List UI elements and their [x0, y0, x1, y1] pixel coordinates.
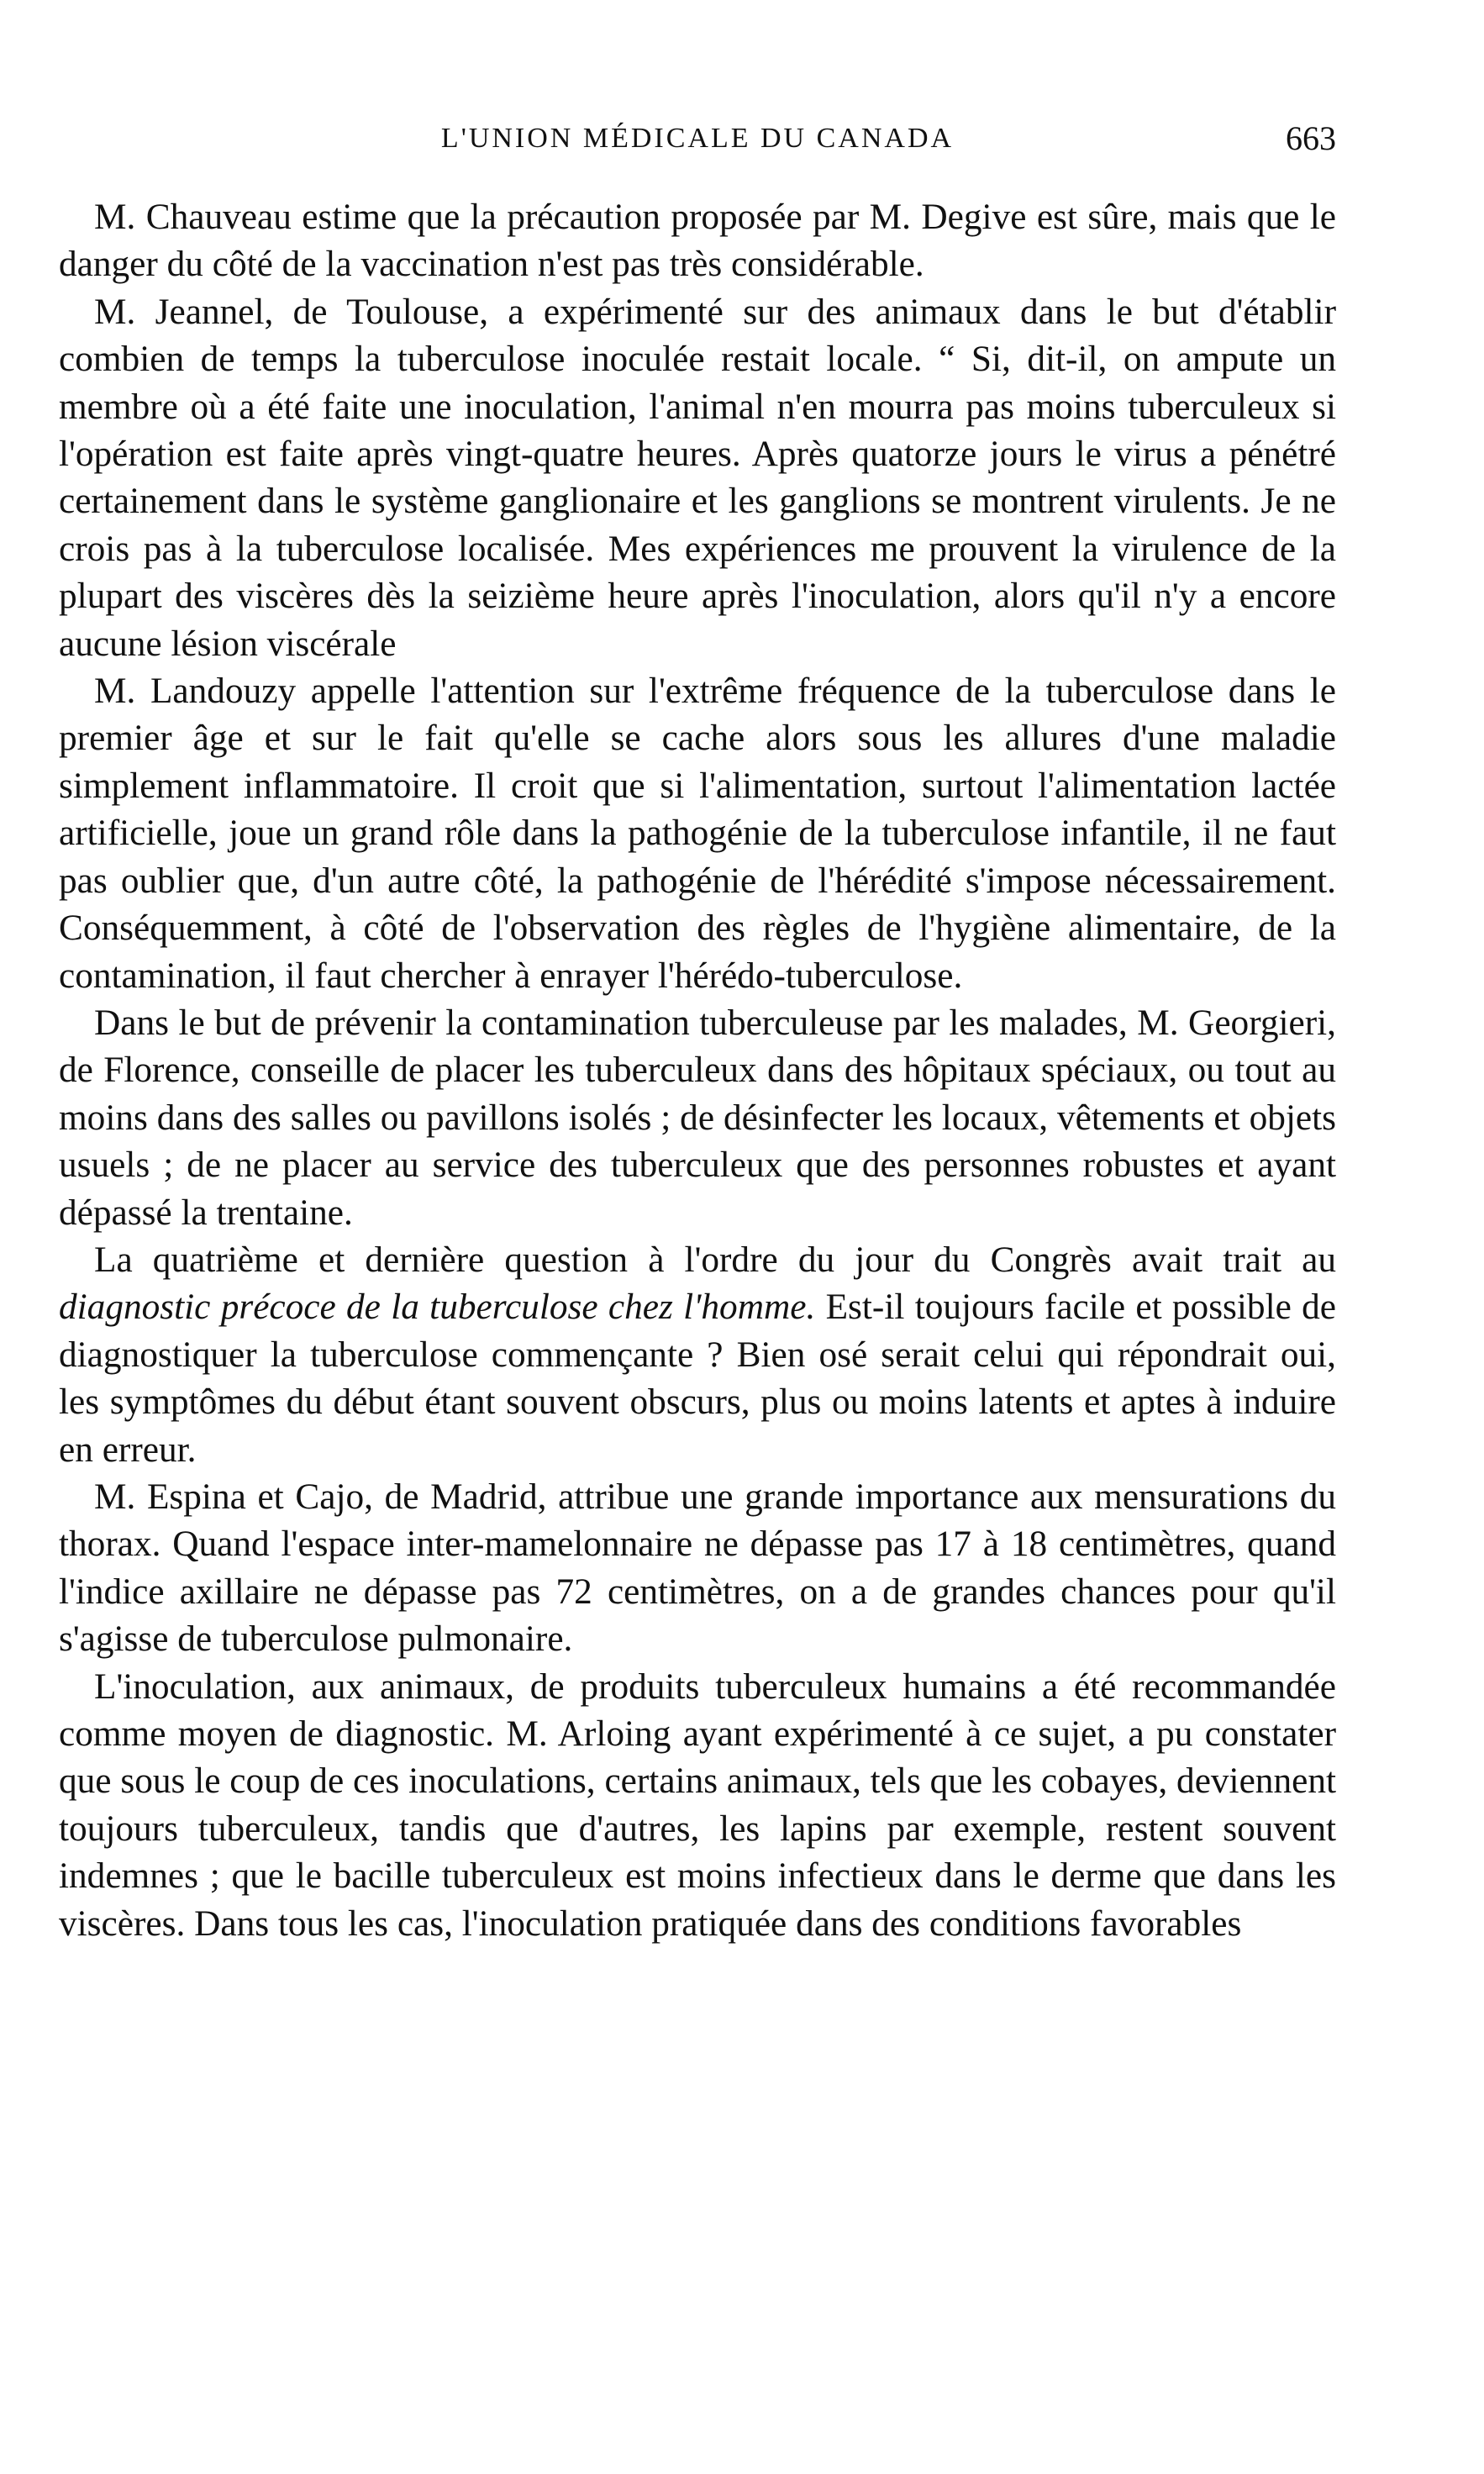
paragraph-diagnostic-lead: La quatrième et dernière question à l'ordre du jour du Congrès avait trait au	[94, 1239, 1336, 1280]
paragraph-georgieri: Dans le but de prévenir la contamination tuberculeuse par les malades, M. Georgieri, de Florence, conseille de placer les tuberculeux dans des hôpitaux spéciaux, ou tout au moins dans des salles ou pavillons isolés ; de désinfecter les locaux, vêtements et objets usuels ; de ne placer au service des tuberculeux que des personnes robustes et ayant dépassé la trentaine.	[59, 1002, 1336, 1233]
body-text	[59, 193, 1336, 1947]
paragraph-diagnostic-rest: Est-il toujours facile et possible de diagnostiquer la tuberculose commençante ? Bien osé serait celui qui répondrait oui, les symptômes du début étant souvent obscurs, plus ou moins latents et aptes à induire en erreur.	[59, 1287, 1336, 1470]
running-head	[59, 118, 1336, 160]
paragraph-landouzy: M. Landouzy appelle l'attention sur l'extrême fréquence de la tuberculose dans le premier âge et sur le fait qu'elle se cache alors sous les allures d'une maladie simplement inflammatoire. Il croit que si l'alimentation, surtout l'alimentation lactée artificielle, joue un grand rôle dans la pathogénie de la tuberculose infantile, il ne faut pas oublier que, d'un autre côté, la pathogénie de l'hérédité s'impose nécessairement. Conséquemment, à côté de l'observation des règles de l'hygiène alimentaire, de la contamination, il faut chercher à enrayer l'hérédo-tuberculose.	[59, 671, 1336, 996]
paragraph-espina: M. Espina et Cajo, de Madrid, attribue une grande importance aux mensurations du thorax. Quand l'espace inter-mamelonnaire ne dépasse pas 17 à 18 centimètres, quand l'indice axillaire ne dépasse pas 72 centimètres, on a de grandes chances pour qu'il s'agisse de tuberculose pulmonaire.	[59, 1476, 1336, 1660]
page-number: 663	[1286, 119, 1336, 157]
running-title: L'UNION MÉDICALE DU CANADA	[440, 123, 955, 154]
paragraph-inoculation: L'inoculation, aux animaux, de produits tuberculeux humains a été recommandée comme moyen de diagnostic. M. Arloing ayant expérimenté à ce sujet, a pu constater que sous le coup de ces inoculations, certains animaux, tels que les cobayes, deviennent toujours tuberculeux, tandis que d'autres, les lapins par exemple, restent souvent indemnes ; que le bacille tuberculeux est moins infectieux dans le derme que dans les viscères. Dans tous les cas, l'inoculation pratiquée dans des conditions favorables	[59, 1666, 1336, 1944]
paragraph-jeannel: M. Jeannel, de Toulouse, a expérimenté sur des animaux dans le but d'établir combien de temps la tuberculose inoculée restait locale. “ Si, dit-il, on ampute un membre où a été faite une inoculation, l'animal n'en mourra pas moins tuberculeux si l'opération est faite après vingt-quatre heures. Après quatorze jours le virus a pénétré certainement dans le système ganglionaire et les ganglions se montrent virulents. Je ne crois pas à la tuberculose localisée. Mes expériences me prouvent la virulence de la plupart des viscères dès la seizième heure après l'inoculation, alors qu'il n'y a encore aucune lésion viscérale	[59, 291, 1336, 664]
paragraph-chauveau: M. Chauveau estime que la précaution proposée par M. Degive est sûre, mais que le danger du côté de la vaccination n'est pas très considérable.	[59, 197, 1336, 285]
paragraph-diagnostic-question	[59, 1236, 1336, 1473]
paragraph-diagnostic-italic-topic: diagnostic précoce de la tuberculose chez l'homme.	[59, 1287, 816, 1328]
document-page	[59, 0, 1336, 2474]
